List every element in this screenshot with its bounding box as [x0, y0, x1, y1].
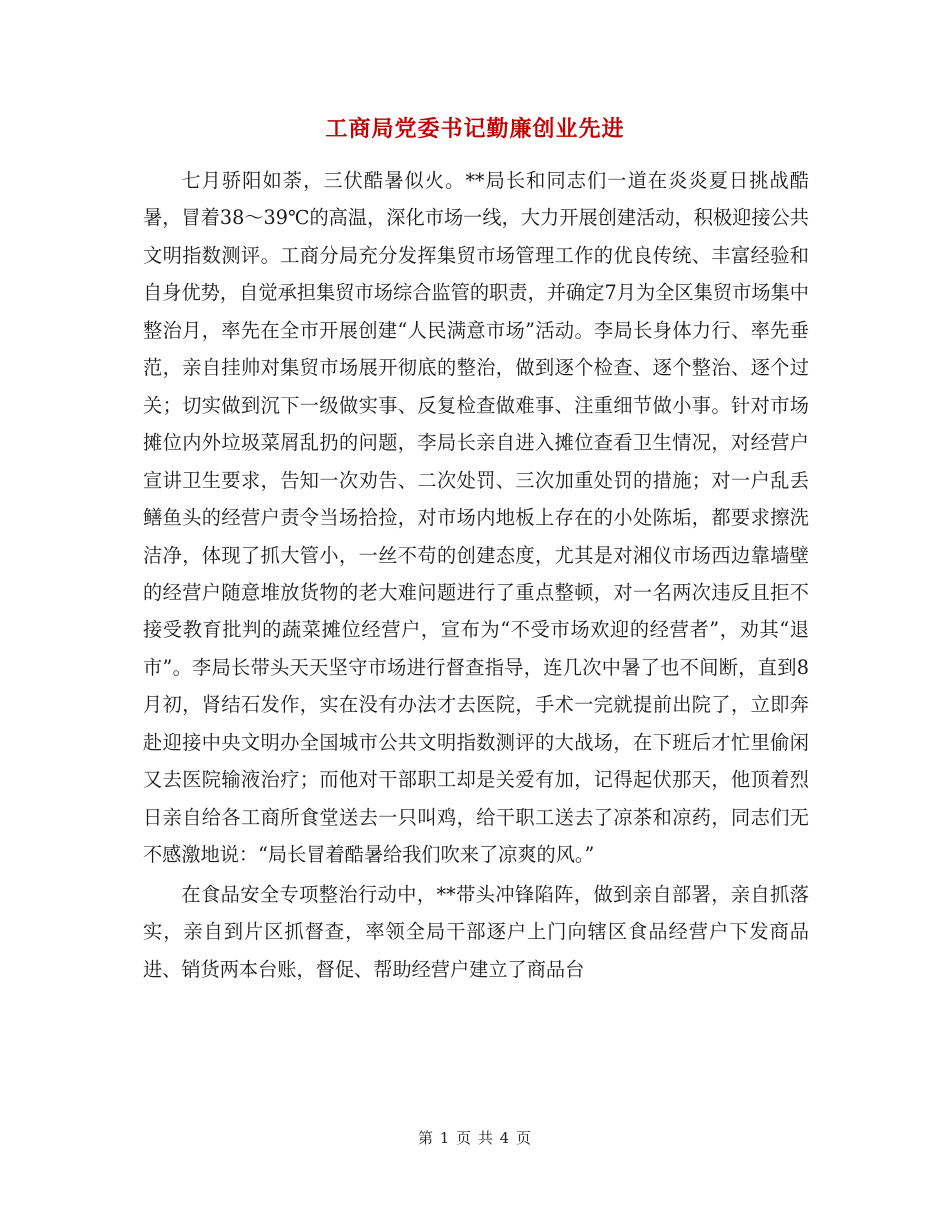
document-title: 工商局党委书记勤廉创业先进 [325, 116, 625, 142]
paragraph: 在食品安全专项整治行动中，**带头冲锋陷阵，做到亲自部署，亲自抓落实，亲自到片区抓督查，率领全局干部逐户上门向辖区食品经营户下发商品进、销货两本台账，督促、帮助经营户建立了商品台 [143, 882, 809, 981]
paragraph: 七月骄阳如荼，三伏酷暑似火。**局长和同志们一道在炎炎夏日挑战酷暑，冒着38～39℃的高温，深化市场一线，大力开展创建活动，积极迎接公共文明指数测评。工商分局充分发挥集贸市场管理工作的优良传统、丰富经验和自身优势，自觉承担集贸市场综合监管的职责，并确定7月为全区集贸市场集中整治月，率先在全市开展创建“人民满意市场”活动。李局长身体力行、率先垂范，亲自挂帅对集贸市场展开彻底的整治，做到逐个检查、逐个整治、逐个过关；切实做到沉下一级做实事、反复检查做难事、注重细节做小事。针对市场摊位内外垃圾菜屑乱扔的问题，李局长亲自进入摊位查看卫生情况，对经营户宣讲卫生要求，告知一次劝告、二次处罚、三次加重处罚的措施；对一户乱丢鳝鱼头的经营户责令当场拾捡，对市场内地板上存在的小处陈垢，都要求擦洗洁净，体现了抓大管小，一丝不苟的创建态度，尤其是对湘仪市场西边靠墙壁的经营户随意堆放货物的老大难问题进行了重点整顿，对一名两次违反且拒不接受教育批判的蔬菜摊位经营户，宣布为“不受市场欢迎的经营者”，劝其“退市”。李局长带头天天坚守市场进行督查指导，连几次中暑了也不间断，直到8月初，肾结石发作，实在没有办法才去医院，手术一完就提前出院了，立即奔赴迎接中央文明办全国城市公共文明指数测评的大战场，在下班后才忙里偷闲又去医院输液治疗；而他对干部职工却是关爱有加，记得起伏那天，他顶着烈日亲自给各工商所食堂送去一只叫鸡，给干职工送去了凉茶和凉药，同志们无不感激地说：“局长冒着酷暑给我们吹来了凉爽的风。” [143, 169, 809, 867]
document-body [143, 162, 809, 990]
page-footer: 第 1 页 共 4 页 [418, 1129, 532, 1147]
